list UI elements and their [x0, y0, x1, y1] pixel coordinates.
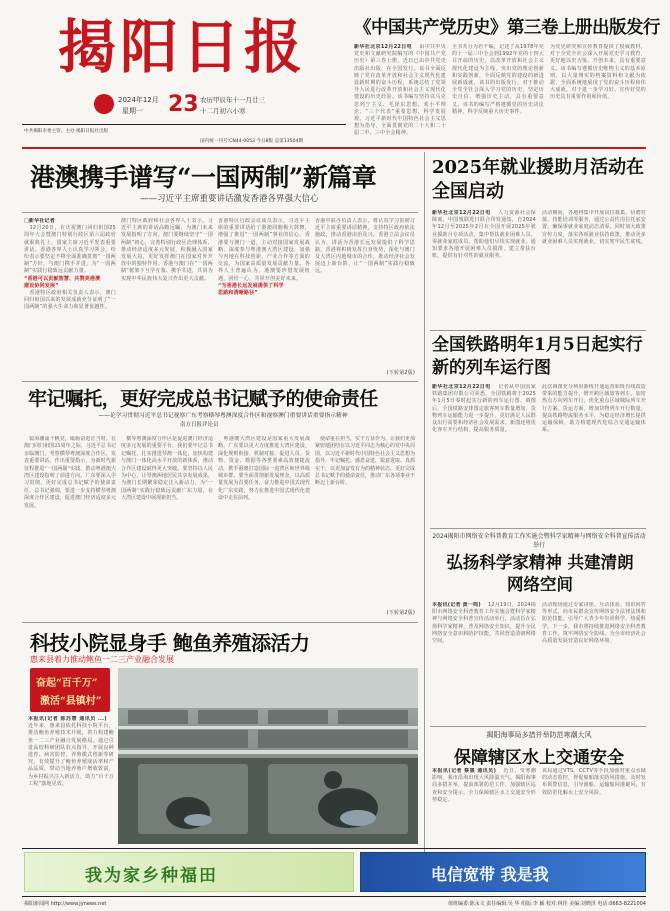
story6-body: 本报讯(记者 陈苏慧 通讯员 ...) 近年来，惠来县依托科技小院平台，推动鲍鱼养殖技术升级，着力构建鲍鱼一二三产业融合发展格局。通过引进高校科研团队驻点指导，开展良种选育、病害防控、养殖模式创新等研究，有效提升了鲍鱼养殖成活率和产品品质，带动当地养殖户增收致富，为乡村振兴注入新活力，助力“百千万工程”落地见效。	[28, 716, 114, 787]
top-right-body: 新华社北京12月22日电 由中共中央党史和文献研究院编写的《中国共产党历史》第三卷上册，近日已由中共党史出版社出版，在全国发行。该书全面反映了党在改革开放和社会主义现代化建设新时期的奋斗历程，系统总结了党领导人民进行改革开放和社会主义现代化建设的历史经验。该书编写坚持以马克思列宁主义、毛泽东思想、邓小平理论、“三个代表”重要思想、科学发展观、习近平新时代中国特色社会主义思想为指导，全面贯彻党的二十大和二十届二中、三中全会精神。	[354, 44, 446, 137]
top-right-headline: 《中国共产党历史》第三卷上册出版发行	[354, 18, 660, 38]
story2-headline: 2025年就业援助月活动在全国启动	[432, 157, 645, 202]
story1-col2: 澳门特区政府和社会各界人士表示，习近平主席的讲话高瞻远瞩，为澳门未来发展指明了方向。澳门要继续坚守“一国两制”初心，完善特别行政区治理体系，推动经济适度多元发展，积极融入国家发展大局，更好发挥澳门在国家对外开放中的独特作用。香港与澳门在“一国两制”框架下互学互鉴、携手共进，共同为实现中华民族伟大复兴作出更大贡献。	[121, 218, 213, 282]
story1-headline: 港澳携手谱写“一国两制”新篇章	[30, 163, 377, 192]
date-block	[118, 92, 358, 117]
story6-subhead: 惠来县着力推动鲍鱼一二三产业融合发展	[30, 655, 174, 664]
story7-body-col2: 该局通过VTS、CCTV等手段加强对重点水域的动态监控，督促船舶落实防风措施，及时发布预警信息，引导渔船、运输船回港避风，有效防范化解水上安全风险。	[542, 768, 646, 796]
story1-col1: □新华社记者 12月20日，在庆祝澳门回归祖国25周年大会暨澳门特别行政区第六届政府就职典礼上，国家主席习近平发表重要讲话。香港各界人士认真学习领会，纷纷表示要坚定不移全面准确贯彻“一国两制”方针，与澳门携手并进，为“一国两制”实践行稳致远贡献力量。 “香港可以贡献智慧、共赞美港澳 建设协同发展” 香港特区政府相关负责人表示，澳门回归祖国以来的发展成就充分证明了“一国两制”的强大生命力和显著优越性。	[24, 218, 116, 311]
story4-col2: 横琴粤澳深度合作区是促进澳门经济适度多元发展的重要平台。我们要牢记总书记嘱托，扎实推进琴澳一体化，加快构建与澳门一体化高水平开放的新体系，推动合作区建设取得更大突破。要坚持以人民为中心，让琴澳两地居民共享发展成果，为澳门长期繁荣稳定注入新动力，为“一国两制”实践行稳致远贡献广东力量，在大湾区建设中展现新担当。	[121, 436, 213, 502]
story6-badge-line2: 激活“县镇村”	[40, 696, 102, 707]
top-right-body-col3: 为党史研究和宣传教育提供了权威教材，对于全党全社会深入开展党史学习教育，更好地以史为鉴、开创未来，具有重要意义。该书编写遵循历史唯物主义的基本原则，以大量翔实的档案资料和文献为依据，全面系统地展现了党的奋斗历程和伟大成就，对于进一步学习好、宣传好党的历史具有重要作用和价值。	[550, 44, 646, 101]
newspaper-seal-icon	[94, 94, 114, 114]
ad-right-text: 电信宽带 我是我	[431, 865, 549, 884]
cn-line: 国内统一刊号:CN44-0053 今日8版 总第13504期	[200, 139, 303, 144]
top-right-body-col2: 全书共分为若干编，记述了从1978年党的十一届三中全会到1992年党的十四大召开前的历史，以改革开放和社会主义现代化建设为主线，突出党的理论创新和实践创新，全面反映党的建设的新进展新成就。该书的出版发行，对于推动全党全社会深入学习党的历史，坚定历史自信、增强历史主动，具有重要意义。该书的编写严格遵循党的历史决议精神，科学反映重大历史事件。	[452, 44, 544, 115]
story3-headline: 全国铁路明年1月5日起实行新的列车运行图	[432, 335, 643, 378]
story1-sidehead-b: 建设协同发展”	[24, 282, 59, 289]
story4-col4: 使命重在担当，实干方显作为。让我们更加紧密地团结在以习近平同志为核心的党中央周围，以习近平新时代中国特色社会主义思想为指导，牢记嘱托、感恩奋进，锐意进取、真抓实干，以更加奋发有为的精神状态，更好完成总书记赋予的使命责任，推动广东各项事业不断迈上新台阶。	[315, 436, 415, 487]
story3-lead: 新华社北京12月22日电	[432, 384, 491, 390]
story5-body: 本报讯(记者 黄一鸣) 12月19日，2024揭阳市网络安全科普教育工作实施会暨科学家精神与网络安全科普宣传活动举行。活动旨在弘扬科学家精神，普及网络安全知识，提升全民网络安全意识和防护技能，共同营造清朗网络空间。	[432, 602, 536, 645]
story4-byline: 南方日报评论员	[180, 422, 219, 428]
masthead-logo: 揭阳日报	[58, 13, 307, 81]
story2-body: 新华社北京12月22日电 人力资源社会保障部、中国残联近日联合印发通知，自2024年12月至2025年2月在全国开展2025年就业援助月专项活动，集中帮扶就业困难人员、零就业家庭成员，帮助他们尽快实现就业。通知要求各地开展困难人员摸排，建立帮扶台账，提供有针对性的就业服务。	[432, 210, 536, 260]
story5-kicker: 2024揭阳市网络安全科普教育工作实施会暨科学家精神与网络安全科普宣传活动举行	[432, 533, 646, 549]
story3-body: 新华社北京12月22日电 记者从中国国家铁路集团有限公司获悉，全国铁路将于2025年1月5日零时起实行新的列车运行图。调图后，全国铁路安排图定旅客列车数量增加，货物列车运输能力进一步提升，更好满足人民群众出行需要和经济社会发展需求。新图还将优化客车开行结构，提高服务质量。	[432, 384, 536, 434]
story1-subhead: ——习近平主席重要讲话激发香港各界强大信心	[140, 194, 319, 204]
story7-kicker: 揭阳海事局多措并举防范寒潮大风	[486, 731, 592, 739]
story6-byline: 本报讯(记者 陈苏慧 通讯员 ...)	[28, 716, 107, 722]
story7-byline: 本报讯(记者 蔡惠 通讯员)	[432, 768, 497, 774]
story1-byline: □新华社记者	[24, 218, 55, 224]
ad-left-text: 我为家乡种福田	[85, 866, 218, 886]
story5-body-col2: 活动现场通过专家讲座、互动体验、知识问答等形式，向市民群众宣传网络安全法律法规和防范技能，引导广大青少年崇尚科学、热爱科学。下一步，我市将持续推进网络安全科普教育工作，筑牢网络安全防线，为全市经济社会高质量发展营造良好网络环境。	[542, 602, 646, 645]
story7-body: 本报讯(记者 蔡惠 通讯员) 近日，受寒潮影响，我市沿海出现大风降温天气。揭阳海事局多措并举，提前部署防范工作，加强辖区巡查和安全提示，全力保障辖区水上交通安全形势稳定。	[432, 768, 536, 803]
story6-badge	[30, 668, 110, 712]
story1-sidehead-d: 思路和清晰路径”	[218, 290, 258, 297]
story1-sidehead-c: “为香港长远发展提供了科学	[218, 282, 284, 289]
footer-right: 值班编委:陈永文 责任编辑:吴 华 组版:李 颖 校对:林佳 美编:刘晓泽 电话:0663-8221004	[447, 901, 646, 907]
publisher-line: 中共揭阳市委主管、主办 揭阳日报社出版	[24, 129, 109, 134]
story3-body-col2: 此次调图充分利用新线开通运营和既有线改造带来的能力提升，增开跨区域旅客列车，加密热点方向列车开行，优化重点区域城际列车开行方案。货运方面，增加货物列车开行数量，提高铁路物流服务水平，为稳定经济增长提供运输保障，助力构建现代化综合交通运输体系。	[542, 384, 646, 434]
story4-headline: 牢记嘱托，更好完成总书记赋予的使命责任	[28, 388, 378, 410]
top-right-lead: 新华社北京12月22日电	[354, 44, 412, 50]
ad-left	[24, 852, 354, 892]
story2-body-col2: 活动期间，各地将集中开展岗位募集、招聘对接、技能培训等服务，通过公益性岗位托底安置，确保零就业家庭动态清零。同时加大政策宣传力度，落实各项就业扶持政策，推动更多就业困难人员实现就业，切实兜牢民生底线。	[542, 210, 646, 245]
lunar-date-1: 农历甲辰年十一月廿三	[200, 96, 265, 104]
lunar-date-2: 十二月初六小寒	[200, 107, 246, 115]
ad-right	[360, 852, 646, 892]
story6-badge-line1: 奋起“百千万”	[36, 678, 98, 689]
date-weekday: 星期一	[122, 107, 143, 115]
abalone-farm-photo	[118, 668, 418, 844]
story1-col4: 香港中联办负责人表示，将认真学习贯彻习近平主席重要讲话精神，支持特区政府依法施政，推动香港由治及兴。香港立法会议员认为，讲话为香港长远发展提供了科学思路，香港将积极发挥自身优势，深化与澳门及大湾区内地城市的合作，推动经济社会发展迈上新台阶，让“一国两制”实践行稳致远。	[315, 218, 415, 275]
story4-continued: (下转第2版)	[386, 610, 415, 616]
story1-col3: 香港特区行政会议成员表示，习近平主席的重要讲话给了港澳同胞极大鼓舞，增强了推进“一国两制”事业的信心。香港要与澳门一道，主动对接国家发展战略，深度参与粤港澳大湾区建设，加强与内地在科技创新、产业合作等方面的交流，为国家高质量发展贡献力量。各界人士普遍认为，港澳要珍惜发展机遇，团结一心，共同开创美好未来。 “为香港长远发展提供了科学 思路和清晰路径”	[218, 218, 310, 297]
story1-continued: (下转第2版)	[386, 370, 415, 376]
story1-sidehead-a: “香港可以贡献智慧、共赞美港澳	[24, 275, 101, 282]
footer-left: 揭阳新闻网 http://www.jynews.net	[24, 901, 107, 907]
date-day: 23	[168, 92, 199, 117]
story4-subhead: ——论学习贯彻习近平总书记视察广东考察横琴粤澳深度合作区和视察澳门重要讲话重要指示精神	[98, 413, 348, 419]
story5-byline: 本报讯(记者 黄一鸣)	[432, 602, 481, 608]
story5-headline: 弘扬科学家精神 共建清朗网络空间	[446, 553, 634, 594]
story7-headline: 保障辖区水上交通安全	[454, 748, 624, 768]
story4-col1: 镜海潮涌千帆竞，砥砺奋进正当时。在澳门回归祖国25周年之际，习近平总书记亲临澳门，考察横琴粤澳深度合作区，发表重要讲话、作出重要指示，为新时代新征程推进“一国两制”实践、推动粤港澳大湾区建设指明了前进方向。广东要深入学习贯彻，更好完成总书记赋予的使命责任。总书记强调，要进一步支持横琴粤澳深度合作区建设，促进澳门经济适度多元发展。	[24, 436, 116, 509]
story4-col3: 粤港澳大湾区建设是国家重大发展战略。广东要以更大力度推进大湾区建设，深化规则衔接、机制对接，促进人员、货物、资金、数据等各类要素高效便捷流动，携手港澳打造国际一流湾区和世界级城市群。要全面贯彻新发展理念，以高质量发展为首要任务，奋力推进中国式现代化广东实践，努力在推进中国式现代化建设中走在前列。	[218, 436, 310, 502]
abalone-farm-illustration	[118, 668, 418, 844]
date-year-month: 2024年12月	[118, 96, 159, 104]
story2-lead: 新华社北京12月22日电	[432, 210, 491, 216]
story6-headline: 科技小院显身手 鲍鱼养殖添活力	[30, 631, 310, 655]
